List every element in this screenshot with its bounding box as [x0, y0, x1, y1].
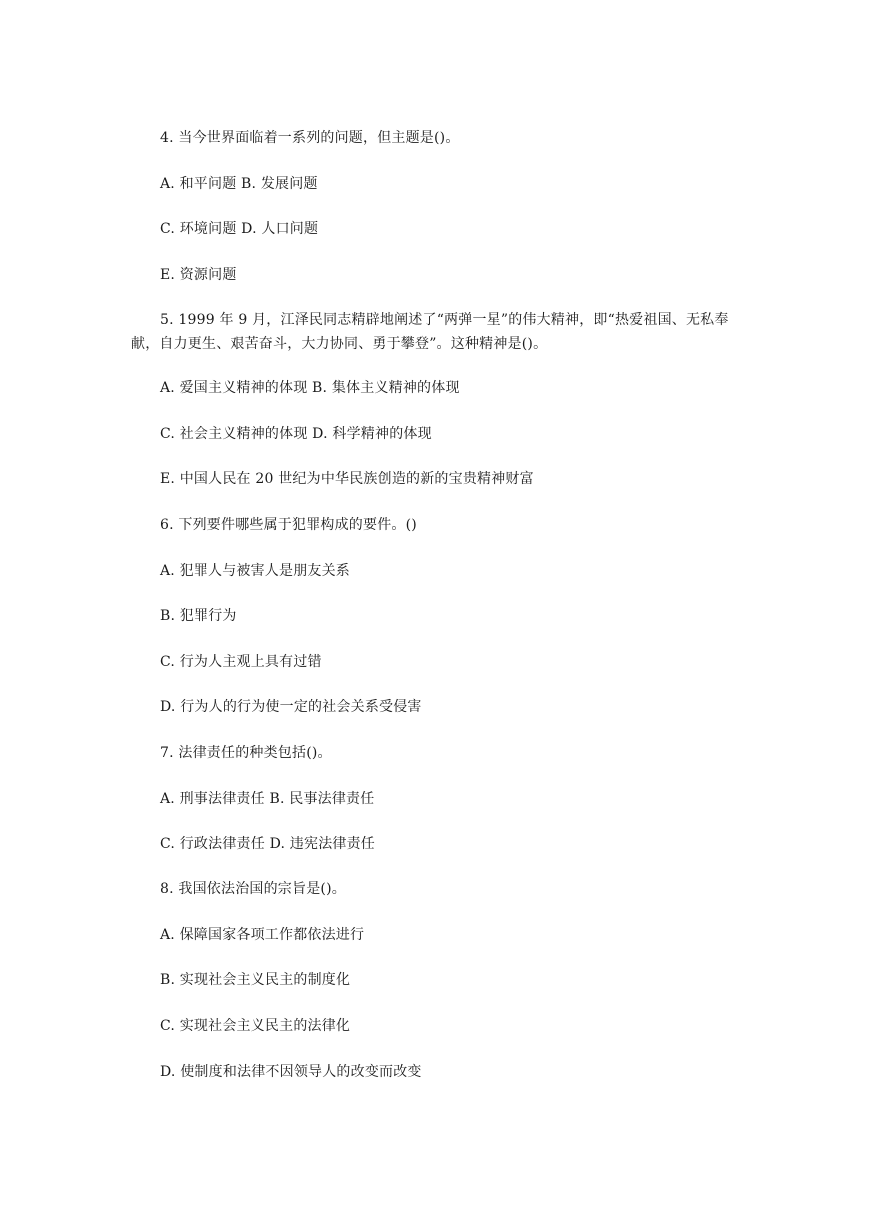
question-4-options-ab: A. 和平问题 B. 发展问题	[160, 176, 318, 192]
question-7-stem: 7. 法律责任的种类包括()。	[160, 745, 332, 761]
question-4-stem: 4. 当今世界面临着一系列的问题，但主题是()。	[160, 130, 460, 146]
question-6-option-b: B. 犯罪行为	[160, 608, 237, 624]
question-8-option-a: A. 保障国家各项工作都依法进行	[160, 927, 365, 943]
question-6-option-a: A. 犯罪人与被害人是朋友关系	[160, 563, 351, 579]
question-5-options-ab: A. 爱国主义精神的体现 B. 集体主义精神的体现	[160, 380, 460, 396]
question-4-options-cd: C. 环境问题 D. 人口问题	[160, 221, 319, 237]
question-8-option-b: B. 实现社会主义民主的制度化	[160, 972, 351, 988]
question-4-option-e: E. 资源问题	[160, 267, 237, 283]
question-7-options-ab: A. 刑事法律责任 B. 民事法律责任	[160, 791, 375, 807]
question-7-options-cd: C. 行政法律责任 D. 违宪法律责任	[160, 836, 375, 852]
question-8-option-c: C. 实现社会主义民主的法律化	[160, 1018, 351, 1034]
question-5-option-e: E. 中国人民在 20 世纪为中华民族创造的新的宝贵精神财富	[160, 471, 534, 487]
question-6-stem: 6. 下列要件哪些属于犯罪构成的要件。()	[160, 517, 417, 533]
question-6-option-c: C. 行为人主观上具有过错	[160, 654, 322, 670]
question-8-stem: 8. 我国依法治国的宗旨是()。	[160, 881, 346, 897]
question-8-option-d: D. 使制度和法律不因领导人的改变而改变	[160, 1064, 422, 1080]
question-6-option-d: D. 行为人的行为使一定的社会关系受侵害	[160, 699, 422, 715]
question-5-options-cd: C. 社会主义精神的体现 D. 科学精神的体现	[160, 426, 432, 442]
question-5-stem: 5. 1999 年 9 月，江泽民同志精辟地阐述了“两弹一星”的伟大精神，即“热爱祖国、无私奉献，自力更生、艰苦奋斗，大力协同、勇于攀登”。这种精神是()。	[131, 312, 729, 352]
